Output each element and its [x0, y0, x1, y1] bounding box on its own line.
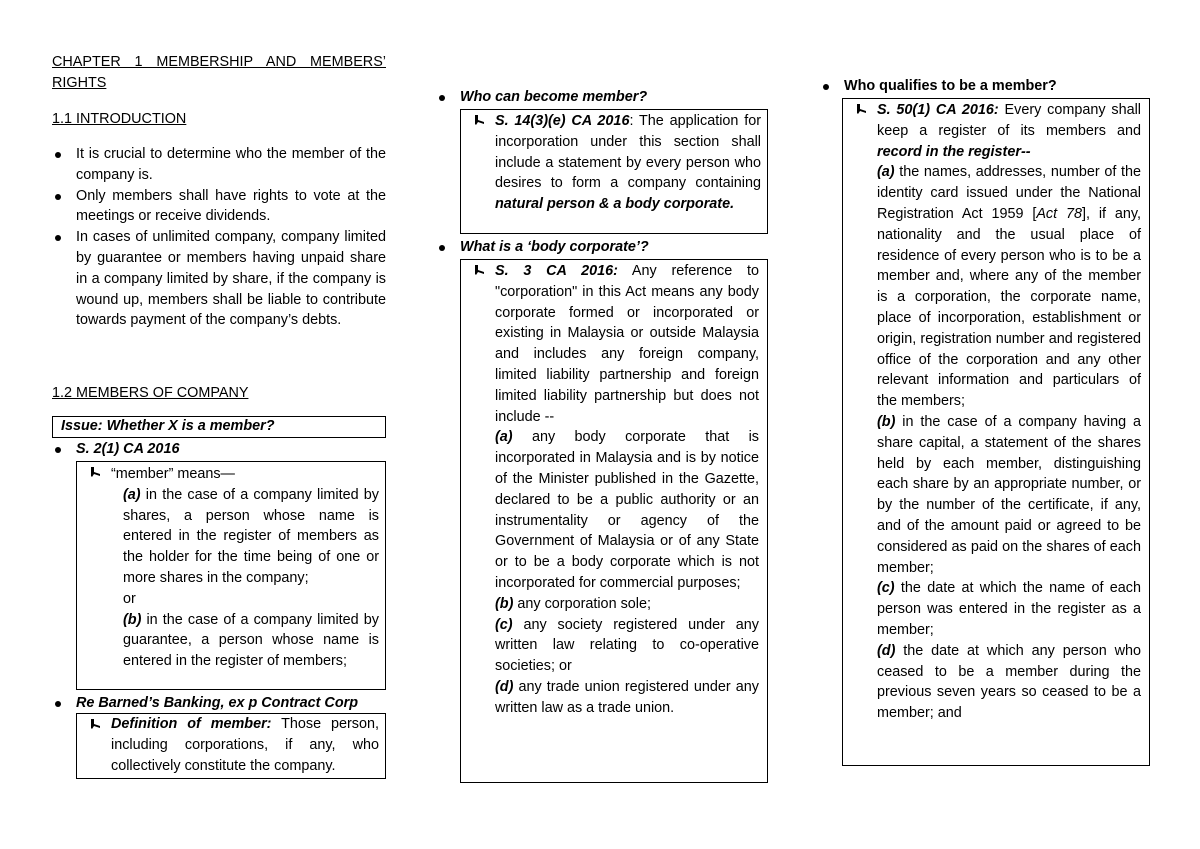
clause-b-text: any corporation sole;	[513, 595, 651, 612]
intro-list	[52, 144, 386, 331]
s3-label: S. 3 CA 2016:	[495, 263, 618, 279]
or-text: or	[123, 590, 136, 607]
s14-emphasis: natural person & a body corporate.	[495, 196, 735, 213]
chapter-title-line2: RIGHTS	[52, 74, 107, 91]
clause-a-text: the names, addresses, number of the identity card issued under the National Registration Act 1959 [	[877, 164, 1141, 222]
list-item	[52, 439, 386, 460]
section-heading-members: 1.2 MEMBERS OF COMPANY	[52, 385, 249, 401]
clause-b	[77, 610, 385, 672]
question-body-corporate: What is a ‘body corporate’?	[460, 239, 649, 255]
definition-label: Definition of member:	[111, 716, 272, 732]
s50-clause-a	[843, 162, 1149, 412]
clause-a-act: Act 78	[1036, 205, 1082, 222]
s14-box	[460, 109, 768, 234]
section-heading-intro: 1.1 INTRODUCTION	[52, 111, 187, 127]
s50-clause-d	[843, 641, 1149, 724]
list-item	[436, 87, 768, 108]
s50-clause-c	[843, 578, 1149, 640]
s50-row	[843, 99, 1149, 162]
definition-text: Those person, including corporations, if any, who collectively constitute the company.	[111, 716, 379, 774]
clause-a-text: in the case of a company limited by shares, a person whose name is entered in the register of members as the holder for the time being of one or more shares in the company;	[123, 486, 379, 586]
pin-icon	[89, 718, 101, 730]
clause-b-text: in the case of a company limited by guarantee, a person whose name is entered in the register of members;	[123, 611, 379, 670]
s14-row	[461, 110, 767, 215]
issue-box	[52, 416, 386, 438]
s3-clause-d	[461, 677, 767, 719]
question-who-can-become: Who can become member?	[460, 89, 648, 105]
list-item	[820, 76, 1150, 97]
s21-label: S. 2(1) CA 2016	[76, 441, 180, 457]
s3-box	[460, 259, 768, 783]
s14-label: S. 14(3)(e) CA 2016	[495, 113, 630, 129]
clause-b-label: (b)	[877, 413, 896, 430]
list-item: Only members shall have rights to vote at the meetings or receive dividends.	[52, 186, 386, 228]
s3-clause-a	[461, 427, 767, 593]
pin-icon	[473, 114, 485, 126]
clause-a	[77, 485, 385, 589]
pin-icon	[473, 264, 485, 276]
s3-clause-b	[461, 594, 767, 615]
clause-d-text: any trade union registered under any written law as a trade union.	[495, 678, 759, 716]
pin-icon	[89, 466, 101, 478]
chapter-title	[52, 52, 386, 94]
pin-icon	[855, 103, 867, 115]
clause-c-text: any society registered under any written law relating to co-operative societies; or	[495, 616, 759, 675]
case-list	[52, 693, 386, 714]
s50-box	[842, 98, 1150, 766]
member-means-text: “member” means—	[111, 466, 235, 482]
clause-a-label: (a)	[495, 429, 513, 446]
list-item: It is crucial to determine who the member of the company is.	[52, 144, 386, 186]
clause-c-text: the date at which the name of each person was entered in the register as a member;	[877, 580, 1141, 638]
q2-list	[436, 237, 768, 258]
s50-emphasis: record in the register--	[877, 143, 1031, 160]
case-box	[76, 713, 386, 779]
clause-a-text: any body corporate that is incorporated in Malaysia and is by notice of the Minister published in the Gazette, declared to be a public authority or an instrumentality or agency of the Government of Malaysia or of any State or to be a body corporate which is not incorporated for commercial purposes;	[495, 429, 759, 591]
list-item: In cases of unlimited company, company limited by guarantee or members having unpaid share in a company limited by share, if the company is wound up, members shall be liable to contribute towards payment of the company’s debts.	[52, 227, 386, 331]
member-definition-box	[76, 461, 386, 690]
clause-b-label: (b)	[123, 611, 142, 628]
clause-b-label: (b)	[495, 595, 514, 612]
clause-d-label: (d)	[877, 642, 896, 659]
case-label: Re Barned’s Banking, ex p Contract Corp	[76, 695, 359, 711]
s21-list	[52, 439, 386, 460]
clause-d-label: (d)	[495, 678, 514, 695]
definition-row	[77, 714, 385, 776]
list-item	[436, 237, 768, 258]
clause-a-label: (a)	[877, 164, 895, 181]
s50-clause-b	[843, 412, 1149, 578]
s3-text: Any reference to "corporation" in this Act means any body corporate formed or incorporated or existing in Malaysia or outside Malaysia and includes any foreign company, limited liability partnership and foreign limited liability partnership but does not include --	[495, 263, 760, 425]
clause-a-label: (a)	[123, 486, 141, 503]
clause-b-text: in the case of a company having a share capital, a statement of the shares held by each member, distinguishing each share by an appropriate number, or by the number of the certificate, if any, and of the amount paid or agreed to be considered as paid on the shares of each member;	[877, 413, 1141, 576]
s14-text: : The application for incorporation under this section shall include a statement by every person who desires to form a company containing	[495, 113, 761, 192]
list-item	[52, 693, 386, 714]
clause-c-label: (c)	[877, 580, 895, 597]
chapter-title-line1: CHAPTER 1 MEMBERSHIP AND MEMBERS’	[52, 54, 386, 70]
clause-d-text: the date at which any person who ceased to be a member during the previous seven years so ceased to be a member; and	[877, 642, 1141, 722]
q-list	[820, 76, 1150, 97]
member-means-row	[77, 462, 385, 485]
s3-clause-c	[461, 615, 767, 677]
question-who-qualifies: Who qualifies to be a member?	[844, 78, 1057, 94]
s3-row	[461, 260, 767, 427]
s50-label: S. 50(1) CA 2016:	[877, 102, 999, 118]
issue-text: Issue: Whether X is a member?	[61, 418, 275, 434]
s50-text: Every company shall keep a register of its members and	[877, 102, 1141, 139]
q1-list	[436, 87, 768, 108]
clause-a-text-cont: ], if any, nationality and the usual place of residence of every person who is to be a member and, where any of the member is a corporation, the corporate name, place of incorporation, establishment or origin, registration number and registered office of the corporation and any other relevant information and particulars of the members;	[877, 205, 1141, 410]
clause-c-label: (c)	[495, 616, 513, 633]
